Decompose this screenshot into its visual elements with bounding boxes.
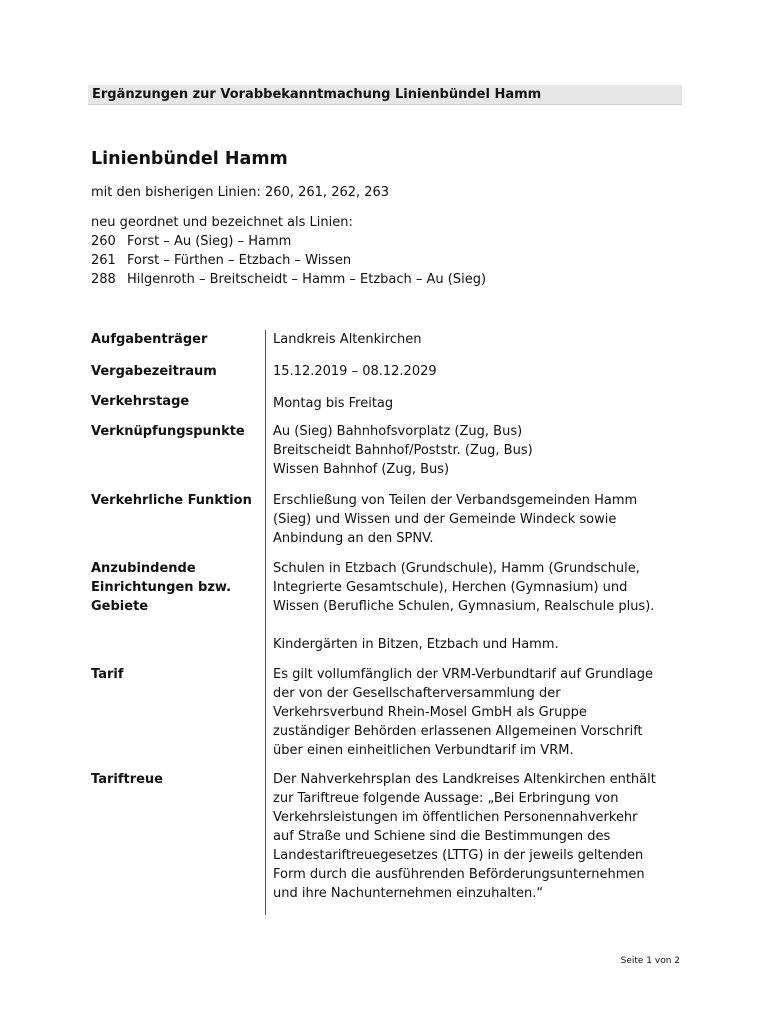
intro-text: mit den bisherigen Linien: 260, 261, 262, 263 <box>91 185 390 200</box>
value-line: zuständiger Behörden erlassenen Allgemeinen Vorschrift <box>273 724 643 739</box>
value-line: Montag bis Freitag <box>273 396 394 411</box>
line-item <box>91 251 486 270</box>
table-divider <box>265 330 266 915</box>
value-line: Breitscheidt Bahnhof/Poststr. (Zug, Bus) <box>273 443 533 458</box>
row-value <box>273 362 678 381</box>
row-label: Tarif <box>91 667 124 682</box>
value-line: Kindergärten in Bitzen, Etzbach und Hamm. <box>273 637 559 652</box>
line-number: 288 <box>91 272 116 287</box>
row-label: Aufgabenträger <box>91 332 208 347</box>
row-label: Vergabezeitraum <box>91 364 217 379</box>
document-header: Ergänzungen zur Vorabbekanntmachung Linienbündel Hamm <box>88 85 682 105</box>
value-line: Form durch die ausführenden Beförderungsunternehmen <box>273 867 645 882</box>
line-item <box>91 270 486 289</box>
row-value <box>273 394 678 413</box>
value-line: Erschließung von Teilen der Verbandsgemeinden Hamm <box>273 493 638 508</box>
line-item <box>91 232 486 251</box>
value-line: Verkehrsverbund Rhein-Mosel GmbH als Gruppe <box>273 705 587 720</box>
value-line: Integrierte Gesamtschule), Herchen (Gymnasium) und <box>273 580 628 595</box>
line-list-intro: neu geordnet und bezeichnet als Linien: <box>91 215 353 230</box>
value-line: Wissen Bahnhof (Zug, Bus) <box>273 462 450 477</box>
row-value <box>273 559 678 654</box>
line-route: Forst – Fürthen – Etzbach – Wissen <box>127 253 352 268</box>
value-line: Landkreis Altenkirchen <box>273 332 422 347</box>
value-line: auf Straße und Schiene sind die Bestimmungen des <box>273 829 611 844</box>
value-line <box>273 616 678 635</box>
row-value <box>273 665 678 760</box>
value-line: über einen einheitlichen Verbundtarif im VRM. <box>273 743 574 758</box>
page-title: Linienbündel Hamm <box>91 149 288 169</box>
value-line: Landestariftreuegesetzes (LTTG) in der jeweils geltenden <box>273 848 644 863</box>
value-line: Anbindung an den SPNV. <box>273 531 434 546</box>
row-value <box>273 770 678 903</box>
line-route: Hilgenroth – Breitscheidt – Hamm – Etzbach – Au (Sieg) <box>127 272 487 287</box>
value-line: Verkehrsleistungen im öffentlichen Personennahverkehr <box>273 810 638 825</box>
row-value <box>273 330 678 349</box>
line-list <box>91 213 486 289</box>
line-number: 261 <box>91 253 116 268</box>
value-line: (Sieg) und Wissen und der Gemeinde Windeck sowie <box>273 512 617 527</box>
row-value <box>273 422 678 479</box>
page-number: Seite 1 von 2 <box>620 956 680 966</box>
row-label: Verkehrliche Funktion <box>91 493 252 508</box>
value-line: Schulen in Etzbach (Grundschule), Hamm (Grundschule, <box>273 561 640 576</box>
row-label: Anzubindende Einrichtungen bzw. Gebiete <box>91 561 232 614</box>
value-line: der von der Gesellschafterversammlung der <box>273 686 561 701</box>
line-number: 260 <box>91 234 116 249</box>
line-route: Forst – Au (Sieg) – Hamm <box>127 234 292 249</box>
value-line: Au (Sieg) Bahnhofsvorplatz (Zug, Bus) <box>273 424 523 439</box>
value-line: Der Nahverkehrsplan des Landkreises Altenkirchen enthält <box>273 772 656 787</box>
value-line: Wissen (Berufliche Schulen, Gymnasium, Realschule plus). <box>273 599 655 614</box>
row-label: Tariftreue <box>91 772 164 787</box>
value-line: und ihre Nachunternehmen einzuhalten.“ <box>273 886 544 901</box>
value-line: zur Tariftreue folgende Aussage: „Bei Erbringung von <box>273 791 619 806</box>
value-line: Es gilt vollumfänglich der VRM-Verbundtarif auf Grundlage <box>273 667 654 682</box>
value-line: 15.12.2019 – 08.12.2029 <box>273 364 437 379</box>
row-value <box>273 491 678 548</box>
row-label: Verknüpfungspunkte <box>91 424 245 439</box>
row-label: Verkehrstage <box>91 394 190 409</box>
